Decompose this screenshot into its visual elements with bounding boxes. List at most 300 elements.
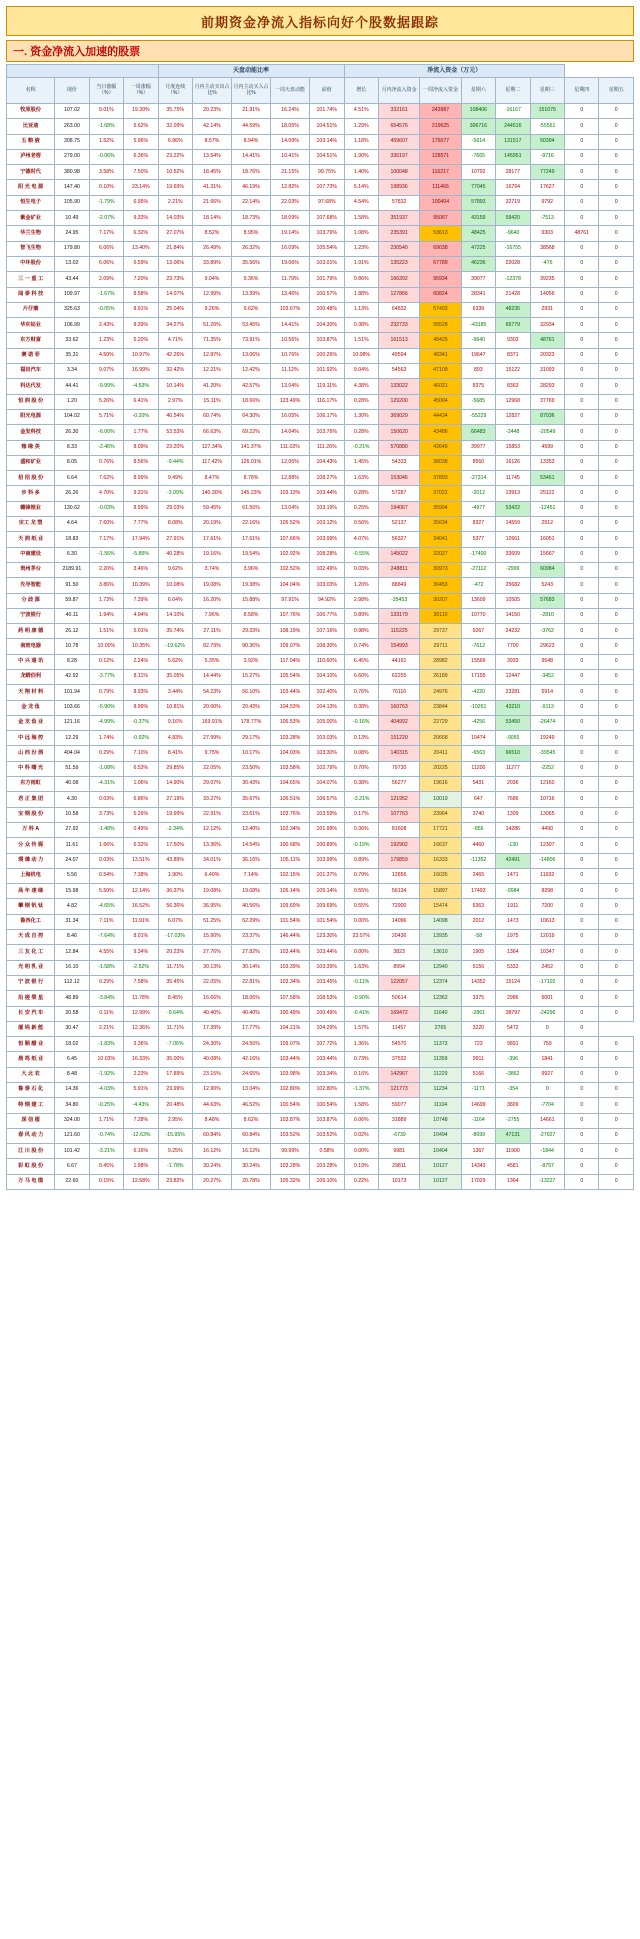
cell-netflow-16: 0 (599, 945, 634, 960)
cell-ratio-9: 9.04% (344, 364, 378, 379)
table-row[interactable] (7, 302, 634, 317)
cell-netflow-14: 10613 (530, 914, 565, 929)
cell-netflow-13: 15122 (496, 364, 530, 379)
cell-change-2: 0.15% (89, 1174, 123, 1189)
cell-change-4: 9.49% (158, 471, 192, 486)
table-row[interactable] (7, 853, 634, 868)
cell-ratio-5: 19.08% (192, 884, 231, 899)
cell-netflow-15: 0 (565, 287, 599, 302)
cell-netflow-16: 0 (599, 1174, 634, 1189)
cell-netflow-10: 122057 (378, 975, 419, 990)
cell-ratio-6: 23.61% (231, 807, 270, 822)
cell-netflow-14: 50394 (530, 134, 565, 149)
table-row[interactable] (7, 838, 634, 853)
cell-ratio-8: 103.30% (310, 746, 345, 761)
cell-netflow-11: 13935 (420, 930, 461, 945)
table-row[interactable] (7, 364, 634, 379)
cell-netflow-11: 69038 (420, 241, 461, 256)
table-row[interactable] (7, 409, 634, 424)
cell-ratio-6: 35.67% (231, 792, 270, 807)
cell-netflow-11: 19616 (420, 777, 461, 792)
cell-ratio-6: 44.59% (231, 119, 270, 134)
cell-netflow-14: -7513 (530, 211, 565, 226)
cell-change-2: 5.50% (89, 884, 123, 899)
cell-ratio-8: 103.99% (310, 853, 345, 868)
cell-netflow-13: 5472 (496, 1021, 530, 1036)
cell-ratio-9: 0.36% (344, 822, 378, 837)
cell-netflow-14: 48761 (530, 333, 565, 348)
table-row[interactable] (7, 532, 634, 547)
cell-change-4: 10.81% (158, 700, 192, 715)
table-row[interactable] (7, 669, 634, 684)
cell-change-4: 1.90% (158, 868, 192, 883)
table-row[interactable] (7, 272, 634, 287)
cell-stock-name: 厦 钨 新 能 (7, 1021, 55, 1036)
cell-stock-name: 鲁 泰 石 化 (7, 1083, 55, 1098)
table-row[interactable] (7, 685, 634, 700)
cell-change-4: 8.08% (158, 517, 192, 532)
table-row[interactable] (7, 945, 634, 960)
cell-netflow-16: 0 (599, 624, 634, 639)
table-row[interactable] (7, 104, 634, 119)
cell-netflow-10: 194067 (378, 501, 419, 516)
cell-change-4: 53.53% (158, 425, 192, 440)
cell-ratio-5: 51.20% (192, 318, 231, 333)
table-row[interactable] (7, 578, 634, 593)
cell-netflow-16: 0 (599, 731, 634, 746)
table-row[interactable] (7, 593, 634, 608)
cell-ratio-5: 42.14% (192, 119, 231, 134)
table-row[interactable] (7, 440, 634, 455)
table-row[interactable] (7, 1128, 634, 1143)
cell-netflow-11: 26189 (420, 669, 461, 684)
cell-change-2: 9.01% (89, 104, 123, 119)
cell-netflow-15: 0 (565, 1083, 599, 1098)
cell-price: 26.26 (55, 486, 89, 501)
cell-ratio-7: 105.32% (271, 1174, 310, 1189)
table-row[interactable] (7, 868, 634, 883)
cell-netflow-13: 42491 (496, 853, 530, 868)
cell-netflow-12: 10792 (461, 165, 495, 180)
table-row[interactable] (7, 195, 634, 210)
cell-stock-name: 龙蟒佰利 (7, 669, 55, 684)
cell-change-3: 13.40% (124, 241, 158, 256)
cell-netflow-14: 12307 (530, 838, 565, 853)
cell-ratio-5: 41.20% (192, 379, 231, 394)
cell-change-2: 1.66% (89, 838, 123, 853)
cell-ratio-8: 105.14% (310, 884, 345, 899)
table-row[interactable] (7, 746, 634, 761)
cell-ratio-6: 40.40% (231, 1006, 270, 1021)
cell-change-2: -3.77% (89, 669, 123, 684)
table-row[interactable] (7, 517, 634, 532)
column-header-14: 星期三 (530, 78, 565, 104)
cell-netflow-14: 0 (530, 1021, 565, 1036)
cell-ratio-8: 107.73% (310, 180, 345, 195)
cell-ratio-7: 103.13% (271, 486, 310, 501)
cell-netflow-10: 153046 (378, 471, 419, 486)
cell-change-3: 9.33% (124, 211, 158, 226)
table-row[interactable] (7, 807, 634, 822)
cell-ratio-8: 104.07% (310, 777, 345, 792)
column-header-4: 月度连续（%） (158, 78, 192, 104)
cell-change-3: 12.36% (124, 1021, 158, 1036)
table-row[interactable] (7, 211, 634, 226)
cell-ratio-6: 53.45% (231, 318, 270, 333)
cell-netflow-12: -2012 (461, 486, 495, 501)
cell-netflow-14: 9792 (530, 195, 565, 210)
cell-price: 22.60 (55, 1174, 89, 1189)
cell-ratio-8: 0.58% (310, 1144, 345, 1159)
cell-ratio-6: 46.19% (231, 180, 270, 195)
cell-netflow-13: -2448 (496, 425, 530, 440)
cell-change-4: 14.07% (158, 287, 192, 302)
cell-netflow-15: 0 (565, 455, 599, 470)
cell-stock-name: 盛和矿业 (7, 455, 55, 470)
cell-netflow-12: 19647 (461, 348, 495, 363)
cell-netflow-16: 0 (599, 455, 634, 470)
cell-ratio-5: 82.79% (192, 639, 231, 654)
table-row[interactable] (7, 654, 634, 669)
cell-change-4: 27.19% (158, 792, 192, 807)
cell-change-4: 2.97% (158, 394, 192, 409)
cell-ratio-9: 1.63% (344, 960, 378, 975)
cell-change-4: -9.44% (158, 455, 192, 470)
table-row[interactable] (7, 1083, 634, 1098)
cell-netflow-10: 44191 (378, 654, 419, 669)
table-row[interactable] (7, 930, 634, 945)
cell-price: 48.89 (55, 991, 89, 1006)
cell-netflow-10: 369029 (378, 409, 419, 424)
cell-ratio-8: 106.17% (310, 409, 345, 424)
table-row[interactable] (7, 1098, 634, 1113)
cell-ratio-5: 29.07% (192, 777, 231, 792)
cell-netflow-13: 244516 (496, 119, 530, 134)
table-row[interactable] (7, 425, 634, 440)
cell-change-3: 5.96% (124, 134, 158, 149)
cell-ratio-7: 19.06% (271, 256, 310, 271)
cell-netflow-12: 66483 (461, 425, 495, 440)
table-row[interactable] (7, 884, 634, 899)
cell-netflow-12: 17029 (461, 1174, 495, 1189)
cell-stock-name: 中 科 曙 光 (7, 761, 55, 776)
table-row[interactable] (7, 348, 634, 363)
cell-stock-name: 南玻电器 (7, 639, 55, 654)
cell-netflow-12: 39977 (461, 440, 495, 455)
table-row[interactable] (7, 471, 634, 486)
cell-netflow-15: 0 (565, 134, 599, 149)
table-row[interactable] (7, 241, 634, 256)
cell-netflow-12: 48425 (461, 226, 495, 241)
table-row[interactable] (7, 639, 634, 654)
table-row[interactable] (7, 134, 634, 149)
cell-ratio-7: 109.69% (271, 899, 310, 914)
cell-ratio-6: 8.62% (231, 1113, 270, 1128)
table-row[interactable] (7, 731, 634, 746)
cell-netflow-12: 10474 (461, 731, 495, 746)
cell-ratio-9: 0.55% (344, 884, 378, 899)
cell-netflow-15: 0 (565, 960, 599, 975)
column-header-16: 星期五 (599, 78, 634, 104)
table-row[interactable] (7, 991, 634, 1006)
cell-netflow-14: 20323 (530, 348, 565, 363)
table-row[interactable] (7, 624, 634, 639)
cell-ratio-9: 4.07% (344, 532, 378, 547)
cell-ratio-7: 19.14% (271, 226, 310, 241)
table-row[interactable] (7, 318, 634, 333)
cell-netflow-10: 135223 (378, 256, 419, 271)
cell-netflow-12: -27314 (461, 471, 495, 486)
cell-price: 20.58 (55, 1006, 89, 1021)
cell-netflow-10: 54570 (378, 1037, 419, 1052)
table-row[interactable] (7, 379, 634, 394)
cell-netflow-14: -24296 (530, 1006, 565, 1021)
cell-price: 3.34 (55, 364, 89, 379)
table-row[interactable] (7, 1052, 634, 1067)
cell-change-3: 7.58% (124, 975, 158, 990)
cell-ratio-7: 104.04% (271, 578, 310, 593)
cell-netflow-12: -17400 (461, 547, 495, 562)
cell-stock-name: 赣锋锂业 (7, 501, 55, 516)
cell-change-3: 16.33% (124, 1052, 158, 1067)
cell-ratio-8: 103.19% (310, 501, 345, 516)
cell-price: 130.62 (55, 501, 89, 516)
cell-price: 101.42 (55, 1144, 89, 1159)
cell-ratio-9: 0.08% (344, 746, 378, 761)
cell-netflow-16: 0 (599, 532, 634, 547)
cell-netflow-10: 79730 (378, 761, 419, 776)
cell-netflow-10: 151220 (378, 731, 419, 746)
cell-change-4: 11.71% (158, 1021, 192, 1036)
cell-netflow-16: 0 (599, 777, 634, 792)
cell-netflow-11: 29711 (420, 639, 461, 654)
cell-ratio-9: 0.38% (344, 777, 378, 792)
cell-change-3: -0.92% (124, 731, 158, 746)
cell-netflow-14: 28293 (530, 379, 565, 394)
cell-change-2: 0.79% (89, 685, 123, 700)
cell-stock-name: 东方雨虹 (7, 777, 55, 792)
cell-ratio-6: 21.91% (231, 104, 270, 119)
table-row[interactable] (7, 792, 634, 807)
cell-ratio-9: 0.00% (344, 945, 378, 960)
cell-ratio-6: 12.42% (231, 364, 270, 379)
cell-netflow-10: 54333 (378, 455, 419, 470)
cell-ratio-7: 12.06% (271, 455, 310, 470)
table-row[interactable] (7, 501, 634, 516)
cell-stock-name: 君 正 集 团 (7, 792, 55, 807)
table-row[interactable] (7, 119, 634, 134)
cell-netflow-13: 9891 (496, 1037, 530, 1052)
table-row[interactable] (7, 1113, 634, 1128)
cell-change-4: 14.10% (158, 608, 192, 623)
cell-netflow-13: 33609 (496, 547, 530, 562)
cell-change-4: 35.05% (158, 669, 192, 684)
cell-change-2: -1.67% (89, 287, 123, 302)
table-row[interactable] (7, 1159, 634, 1174)
cell-netflow-14: 151076 (530, 104, 565, 119)
cell-netflow-14: 13065 (530, 807, 565, 822)
table-row[interactable] (7, 700, 634, 715)
cell-netflow-16: 0 (599, 547, 634, 562)
cell-change-2: -0.74% (89, 1128, 123, 1143)
cell-netflow-14: 31093 (530, 364, 565, 379)
table-row[interactable] (7, 761, 634, 776)
cell-netflow-15: 0 (565, 318, 599, 333)
cell-netflow-10: 161513 (378, 333, 419, 348)
table-row[interactable] (7, 608, 634, 623)
cell-netflow-12: -2861 (461, 1006, 495, 1021)
cell-netflow-10: 115225 (378, 624, 419, 639)
cell-change-3: 7.28% (124, 1113, 158, 1128)
table-row[interactable] (7, 777, 634, 792)
cell-ratio-7: 104.03% (271, 746, 310, 761)
cell-change-3: 8.56% (124, 455, 158, 470)
cell-ratio-5: 22.91% (192, 807, 231, 822)
cell-change-4: 13.06% (158, 256, 192, 271)
table-row[interactable] (7, 547, 634, 562)
cell-change-3: 8.09% (124, 440, 158, 455)
table-row[interactable] (7, 1144, 634, 1159)
cell-netflow-13: 48236 (496, 302, 530, 317)
cell-netflow-10: 64832 (378, 302, 419, 317)
column-header-10: 月内净流入资金 (378, 78, 419, 104)
cell-ratio-9: 1.13% (344, 302, 378, 317)
cell-ratio-7: 103.34% (271, 975, 310, 990)
cell-price: 1.20 (55, 394, 89, 409)
cell-stock-name: 恒 润 股 份 (7, 394, 55, 409)
cell-netflow-12: -1164 (461, 1113, 495, 1128)
cell-netflow-14: -9113 (530, 700, 565, 715)
cell-netflow-15: 0 (565, 333, 599, 348)
cell-netflow-13: -2755 (496, 1113, 530, 1128)
cell-netflow-13: 14286 (496, 822, 530, 837)
table-row[interactable] (7, 486, 634, 501)
cell-ratio-9: 4.38% (344, 379, 378, 394)
cell-change-2: -1.92% (89, 1067, 123, 1082)
table-row[interactable] (7, 165, 634, 180)
cell-stock-name: 稼 缘 美 (7, 440, 55, 455)
cell-netflow-11: 12940 (420, 960, 461, 975)
cell-netflow-12: 10770 (461, 608, 495, 623)
cell-netflow-15: 0 (565, 302, 599, 317)
cell-ratio-6: 22.81% (231, 975, 270, 990)
cell-netflow-14: 39235 (530, 272, 565, 287)
cell-netflow-16: 0 (599, 960, 634, 975)
cell-netflow-13: 22028 (496, 256, 530, 271)
cell-netflow-12: -7612 (461, 639, 495, 654)
table-row[interactable] (7, 149, 634, 164)
cell-change-4: 5.62% (158, 654, 192, 669)
cell-netflow-12: 9911 (461, 1052, 495, 1067)
cell-netflow-10: 9981 (378, 1144, 419, 1159)
cell-stock-name: 步 科 多 (7, 486, 55, 501)
cell-change-4: 34.27% (158, 318, 192, 333)
cell-change-4: -7.06% (158, 1037, 192, 1052)
cell-ratio-8: 103.44% (310, 945, 345, 960)
table-row[interactable] (7, 394, 634, 409)
cell-change-4: 23.99% (158, 1083, 192, 1098)
cell-ratio-9: 4.51% (344, 104, 378, 119)
cell-ratio-7: 100.68% (271, 838, 310, 853)
cell-netflow-15: 0 (565, 593, 599, 608)
cell-netflow-13: 11900 (496, 1144, 530, 1159)
cell-ratio-5: 30.24% (192, 1159, 231, 1174)
table-row[interactable] (7, 1037, 634, 1052)
cell-netflow-10: 20436 (378, 930, 419, 945)
table-row[interactable] (7, 1006, 634, 1021)
cell-netflow-12: 46236 (461, 256, 495, 271)
table-row[interactable] (7, 455, 634, 470)
cell-change-2: 10.03% (89, 1052, 123, 1067)
cell-ratio-6: 61.56% (231, 501, 270, 516)
cell-ratio-6: 56.10% (231, 685, 270, 700)
cell-ratio-5: 51.25% (192, 914, 231, 929)
cell-netflow-11: 67789 (420, 256, 461, 271)
cell-ratio-6: 8.95% (231, 226, 270, 241)
cell-netflow-11: 11640 (420, 1006, 461, 1021)
table-row[interactable] (7, 333, 634, 348)
cell-netflow-16: 0 (599, 822, 634, 837)
cell-price: 16.10 (55, 960, 89, 975)
table-row[interactable] (7, 715, 634, 730)
table-row[interactable] (7, 1174, 634, 1189)
cell-price: 308.75 (55, 134, 89, 149)
cell-netflow-11: 16637 (420, 838, 461, 853)
table-row[interactable] (7, 562, 634, 577)
table-row[interactable] (7, 1067, 634, 1082)
table-row[interactable] (7, 899, 634, 914)
cell-netflow-16: 0 (599, 761, 634, 776)
cell-change-3: 16.52% (124, 899, 158, 914)
cell-stock-name: 科达代发 (7, 379, 55, 394)
table-row[interactable] (7, 287, 634, 302)
cell-netflow-10: 654576 (378, 119, 419, 134)
table-row[interactable] (7, 1021, 634, 1036)
table-row[interactable] (7, 180, 634, 195)
table-row[interactable] (7, 822, 634, 837)
cell-netflow-14: -12451 (530, 501, 565, 516)
table-row[interactable] (7, 914, 634, 929)
cell-change-3: 23.14% (124, 180, 158, 195)
cell-netflow-15: 0 (565, 899, 599, 914)
cell-ratio-8: 103.87% (310, 333, 345, 348)
table-row[interactable] (7, 960, 634, 975)
cell-netflow-10: 198936 (378, 180, 419, 195)
cell-netflow-16: 0 (599, 1144, 634, 1159)
table-row[interactable] (7, 226, 634, 241)
cell-ratio-8: 109.69% (310, 899, 345, 914)
cell-netflow-10: 100048 (378, 165, 419, 180)
cell-ratio-7: 14.41% (271, 318, 310, 333)
cell-ratio-9: 1.91% (344, 256, 378, 271)
cell-ratio-5: 34.01% (192, 853, 231, 868)
cell-stock-name: 阳 光 电 源 (7, 180, 55, 195)
cell-price: 6.45 (55, 1052, 89, 1067)
cell-change-3: -0.20% (124, 409, 158, 424)
cell-change-2: -5.90% (89, 700, 123, 715)
cell-stock-name: 高 年 速 缘 (7, 884, 55, 899)
cell-ratio-9: 0.79% (344, 868, 378, 883)
table-row[interactable] (7, 256, 634, 271)
cell-change-2: -1.08% (89, 761, 123, 776)
cell-netflow-16: 0 (599, 409, 634, 424)
cell-price: 4.64 (55, 517, 89, 532)
cell-ratio-8: 100.49% (310, 1006, 345, 1021)
cell-change-2: 2.20% (89, 562, 123, 577)
table-row[interactable] (7, 975, 634, 990)
cell-ratio-8: 103.34% (310, 1067, 345, 1082)
cell-netflow-10: 230540 (378, 241, 419, 256)
